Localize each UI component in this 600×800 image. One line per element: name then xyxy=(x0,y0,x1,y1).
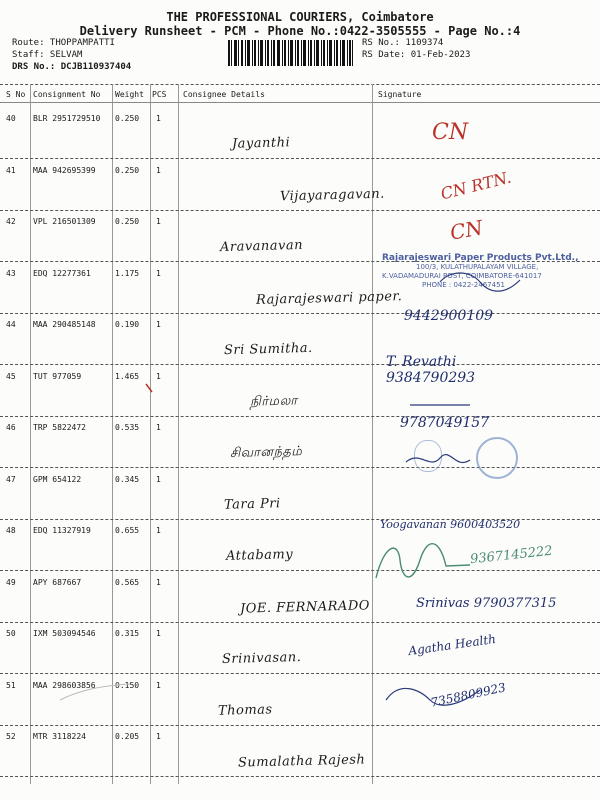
signature-agatha: Agatha Health xyxy=(407,631,497,659)
col-header-pcs: PCS xyxy=(152,90,167,99)
signature-yoogavanan: Yoogavanan 9600403520 xyxy=(380,518,521,531)
col-divider xyxy=(150,84,151,784)
row-consignment: MAA 942695399 xyxy=(33,165,96,175)
round-stamp xyxy=(476,437,518,479)
round-stamp xyxy=(414,440,442,472)
row-separator xyxy=(0,210,600,211)
row-separator xyxy=(0,158,600,159)
row-sno: 47 xyxy=(6,474,16,484)
row-sno: 49 xyxy=(6,577,16,587)
signature-revathi: T. Revathi 9384790293 xyxy=(386,354,476,386)
row-pcs: 1 xyxy=(156,680,161,690)
row-consignment: MAA 298603856 xyxy=(33,680,96,690)
consignee-name: Jayanthi xyxy=(231,135,291,152)
consignee-name: JOE. FERNARADO xyxy=(239,597,371,617)
col-divider xyxy=(178,84,179,784)
consignee-name: Sumalatha Rajesh xyxy=(237,752,366,771)
row-sno: 43 xyxy=(6,268,16,278)
row-consignment: BLR 2951729510 xyxy=(33,114,101,123)
row-weight: 0.565 xyxy=(115,577,140,587)
row-weight: 0.150 xyxy=(115,680,140,690)
header-rule-top xyxy=(0,84,600,85)
row-sno: 46 xyxy=(6,423,16,432)
col-header-signature: Signature xyxy=(378,90,422,99)
col-divider xyxy=(112,84,113,784)
row-sno: 48 xyxy=(6,526,16,535)
row-pcs: 1 xyxy=(156,165,161,175)
row-pcs: 1 xyxy=(156,474,161,484)
row-consignment: MTR 3118224 xyxy=(33,732,86,741)
consignee-name: Vijayaragavan. xyxy=(279,186,386,204)
row-separator xyxy=(0,725,600,726)
header-rule-bottom xyxy=(0,102,600,103)
row-sno: 44 xyxy=(6,320,16,329)
row-pcs: 1 xyxy=(156,732,161,741)
row-separator xyxy=(0,570,600,571)
row-pcs: 1 xyxy=(156,371,161,381)
consignee-name: Sri Sumitha. xyxy=(223,340,313,359)
rs-number: RS No.: 1109374 xyxy=(362,38,444,48)
col-header-consignment: Consignment No xyxy=(33,90,101,99)
row-pcs: 1 xyxy=(156,577,161,587)
row-pcs: 1 xyxy=(156,114,161,123)
page-title: THE PROFESSIONAL COURIERS, Coimbatore xyxy=(166,10,434,24)
row-weight: 0.315 xyxy=(115,629,140,638)
row-weight: 0.250 xyxy=(115,114,140,123)
signature-phone: 7358809923 xyxy=(429,680,507,710)
row-weight: 0.655 xyxy=(115,526,140,535)
route-label: Route: THOPPAMPATTI xyxy=(12,38,115,48)
signature-cn: CN xyxy=(432,120,469,145)
signature-cn: CN xyxy=(448,215,485,245)
page-subtitle: Delivery Runsheet - PCM - Phone No.:0422-3505555 - Page No.:4 xyxy=(79,24,521,38)
consignee-name: Aravanavan xyxy=(219,237,304,256)
consignee-name: Rajarajeswari paper. xyxy=(255,288,403,308)
row-weight: 0.205 xyxy=(115,732,140,741)
row-sno: 52 xyxy=(6,732,16,741)
row-consignment: APY 687667 xyxy=(33,577,82,587)
signature-phone: 9442900109 xyxy=(404,308,494,324)
row-separator xyxy=(0,622,600,623)
row-pcs: 1 xyxy=(156,217,161,226)
row-consignment: GPM 654122 xyxy=(33,474,82,484)
consignee-name: Attabamy xyxy=(225,547,294,564)
col-divider xyxy=(30,84,31,784)
row-separator xyxy=(0,313,600,314)
row-sno: 40 xyxy=(6,114,16,123)
company-stamp: Rajarajeswari Paper Products Pvt.Ltd., 100/3, KULATHUPALAYAM VILLAGE, K.VADAMADURAI POST, COIMBATORE-641017 PHONE : 0422-2467451 xyxy=(382,253,579,289)
row-consignment: IXM 503094546 xyxy=(33,629,96,638)
row-weight: 0.190 xyxy=(115,320,140,329)
col-header-sno: S No xyxy=(6,90,26,99)
row-weight: 0.250 xyxy=(115,217,140,226)
row-sno: 41 xyxy=(6,165,16,175)
row-pcs: 1 xyxy=(156,629,161,638)
row-weight: 0.535 xyxy=(115,423,140,432)
consignee-name: நிர்மலா xyxy=(249,392,298,410)
row-sno: 50 xyxy=(6,629,16,638)
consignee-name: Thomas xyxy=(217,701,273,719)
row-consignment: EDQ 12277361 xyxy=(33,268,91,278)
col-header-weight: Weight xyxy=(115,90,144,99)
row-weight: 0.250 xyxy=(115,165,140,175)
row-sno: 42 xyxy=(6,217,16,226)
row-pcs: 1 xyxy=(156,320,161,329)
row-consignment: EDQ 11327919 xyxy=(33,526,91,535)
barcode xyxy=(228,40,353,66)
row-separator xyxy=(0,416,600,417)
consignee-name: Tara Pri xyxy=(223,495,281,513)
col-header-consignee: Consignee Details xyxy=(183,90,265,99)
row-separator xyxy=(0,776,600,777)
row-weight: 1.175 xyxy=(115,268,140,278)
row-consignment: TRP 5822472 xyxy=(33,423,86,432)
row-sno: 51 xyxy=(6,680,16,690)
row-pcs: 1 xyxy=(156,423,161,432)
drs-number: DRS No.: DCJB110937404 xyxy=(12,62,132,72)
row-pcs: 1 xyxy=(156,268,161,278)
row-consignment: VPL 216501309 xyxy=(33,217,96,226)
signature-cn-rtn: CN RTN. xyxy=(438,167,514,204)
signature-srinivas: Srinivas 9790377315 xyxy=(416,596,557,611)
row-weight: 0.345 xyxy=(115,474,140,484)
consignee-name: Srinivasan. xyxy=(221,649,302,668)
row-separator xyxy=(0,673,600,674)
row-weight: 1.465 xyxy=(115,371,140,381)
row-consignment: MAA 290485148 xyxy=(33,320,96,329)
row-pcs: 1 xyxy=(156,526,161,535)
row-consignment: TUT 977059 xyxy=(33,371,82,381)
consignee-name: சிவானந்தம் xyxy=(229,444,303,461)
rs-date: RS Date: 01-Feb-2023 xyxy=(362,50,471,60)
signature-green: 9367145222 xyxy=(469,543,554,568)
staff-label: Staff: SELVAM xyxy=(12,50,83,60)
signature-phone: 9787049157 xyxy=(400,415,490,431)
row-sno: 45 xyxy=(6,371,16,381)
